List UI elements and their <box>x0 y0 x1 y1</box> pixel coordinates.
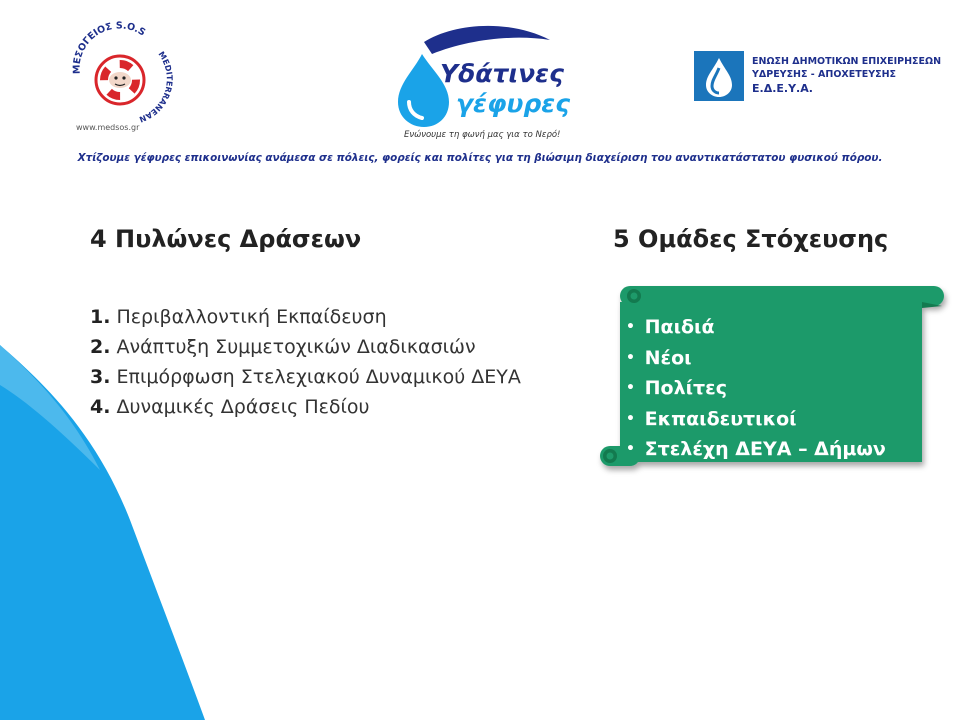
pillar-text: Επιμόρφωση Στελεχιακού Δυναμικού ΔΕΥΑ <box>116 366 521 388</box>
medsos-logo <box>66 18 174 140</box>
pillar-item <box>90 306 521 329</box>
target-group-item <box>626 312 916 343</box>
pillars-list <box>90 306 521 426</box>
ydatines-gefyres-logo <box>392 20 572 145</box>
bullet: • <box>626 319 635 335</box>
medsos-ring-text-right: MEDITERRANEAN <box>137 49 174 124</box>
pillar-number: 4. <box>90 396 111 418</box>
tagline: Χτίζουμε γέφυρες επικοινωνίας ανάμεσα σε πόλεις, φορείς και πολίτες για τη βιώσιμη διαχείριση του αναντικατάστατου φυσικού πόρου. <box>77 152 883 164</box>
target-group-item <box>626 404 916 435</box>
pillar-number: 1. <box>90 306 111 328</box>
target-group-item <box>626 434 916 465</box>
edeya-line3: Ε.Δ.Ε.Υ.Α. <box>752 82 813 95</box>
target-group-text: Πολίτες <box>644 377 727 399</box>
medsos-ring-text-top: ΜΕΣΟΓΕΙΟΣ S.O.S <box>71 20 148 75</box>
ydatines-slogan: Ενώνουμε τη φωνή μας για το Νερό! <box>404 130 561 140</box>
target-group-text: Εκπαιδευτικοί <box>644 407 797 430</box>
ydatines-title-line1: Υδάτινες <box>440 59 564 88</box>
pillar-number: 2. <box>90 336 111 358</box>
pillar-number: 3. <box>90 366 111 388</box>
pillar-text: Δυναμικές Δράσεις Πεδίου <box>116 396 370 418</box>
bullet: • <box>626 380 635 396</box>
target-group-item <box>626 373 916 404</box>
ydatines-title-line2: γέφυρες <box>456 89 571 118</box>
pillar-text: Ανάπτυξη Συμμετοχικών Διαδικασιών <box>116 336 476 358</box>
pillars-heading: 4 Πυλώνες Δράσεων <box>90 225 362 253</box>
target-groups-heading: 5 Ομάδες Στόχευσης <box>613 225 889 253</box>
bullet: • <box>626 410 635 427</box>
target-group-item <box>626 343 916 374</box>
pillar-item <box>90 336 521 359</box>
target-group-text: Στελέχη ΔΕΥΑ – Δήμων <box>644 438 886 460</box>
edeya-line1: ΕΝΩΣΗ ΔΗΜΟΤΙΚΩΝ ΕΠΙΧΕΙΡΗΣΕΩΝ <box>752 56 942 67</box>
target-group-text: Νέοι <box>644 346 692 369</box>
target-group-text: Παιδιά <box>644 316 715 338</box>
bullet: • <box>626 349 635 366</box>
target-groups-list <box>626 312 916 465</box>
pillar-item <box>90 396 521 419</box>
edeya-logo <box>694 50 944 102</box>
pillar-text: Περιβαλλοντική Εκπαίδευση <box>116 306 387 328</box>
bullet: • <box>626 441 635 457</box>
edeya-line2: ΥΔΡΕΥΣΗΣ - ΑΠΟΧΕΤΕΥΣΗΣ <box>752 69 897 80</box>
medsos-url: www.medsos.gr <box>76 123 140 132</box>
pillar-item <box>90 366 521 389</box>
